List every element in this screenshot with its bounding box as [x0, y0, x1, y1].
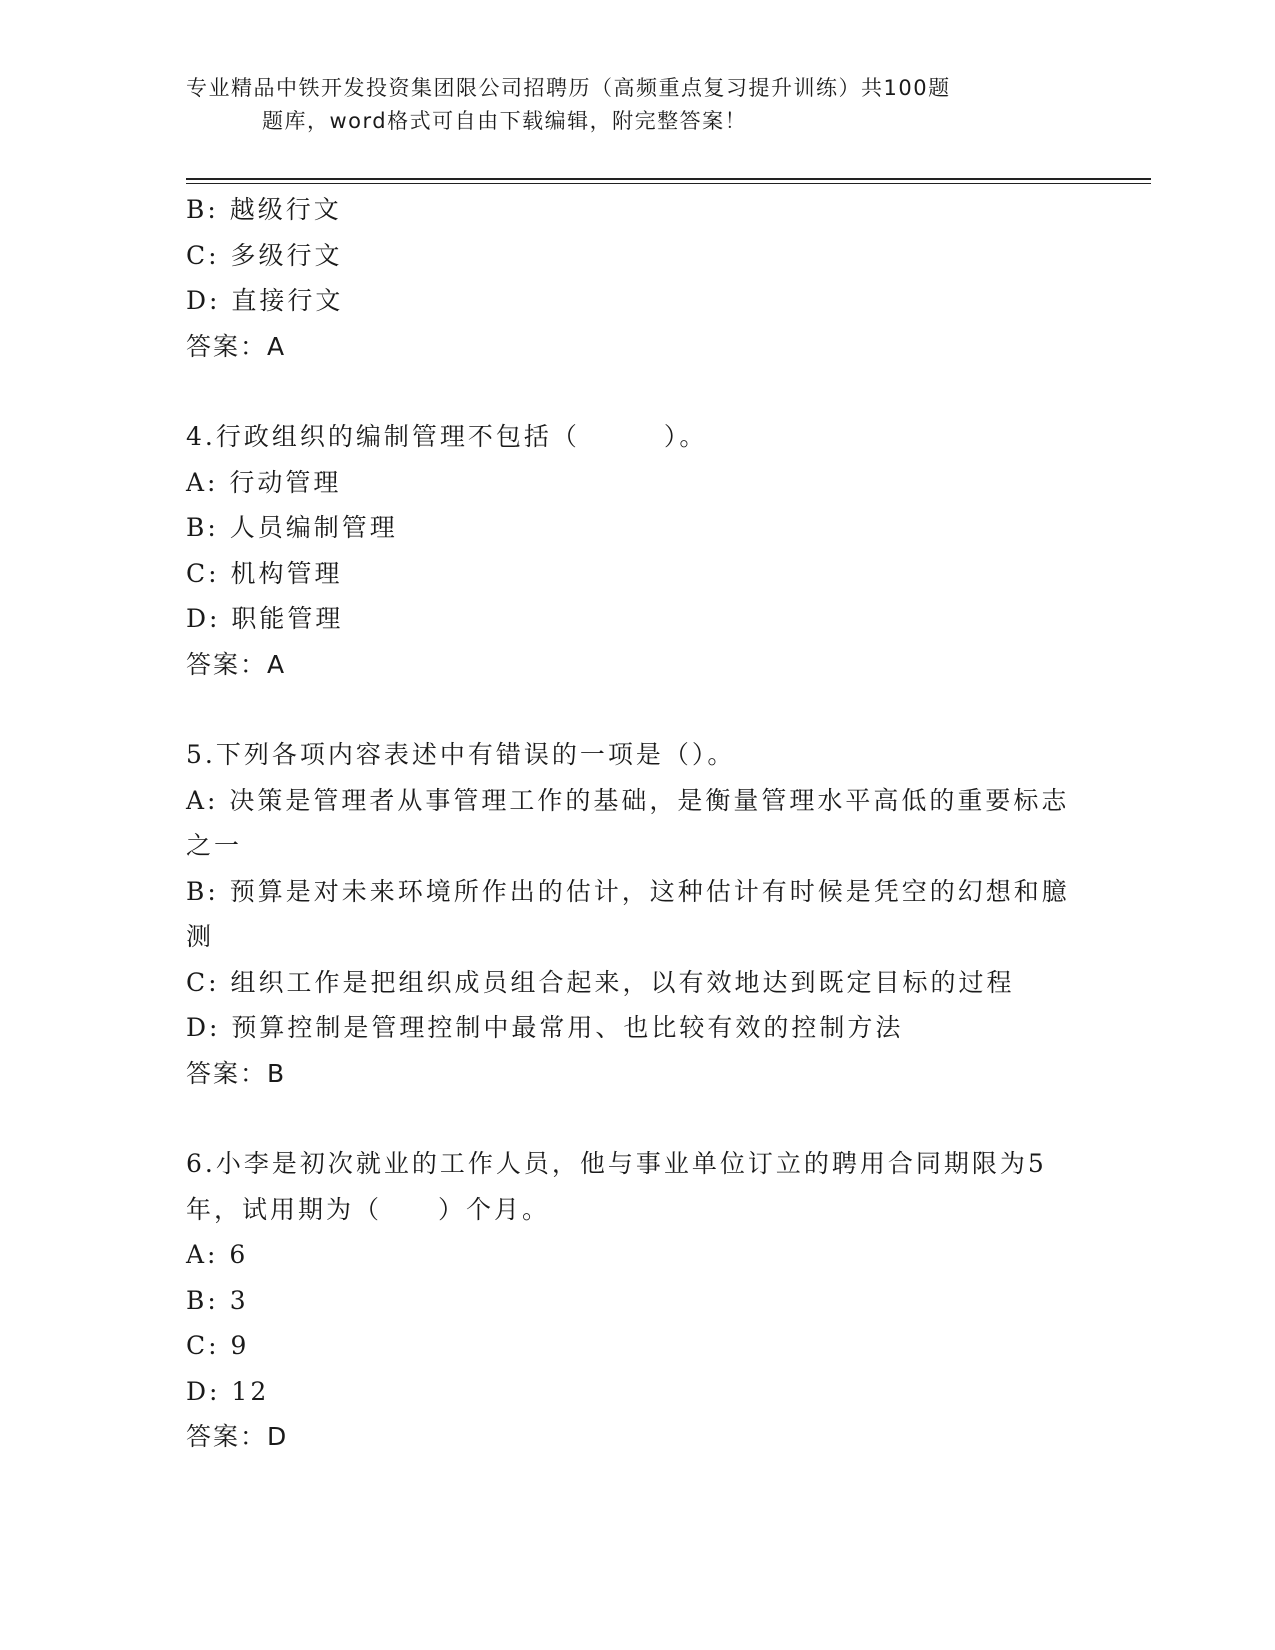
spacer — [186, 369, 1086, 414]
question-6 — [186, 1141, 1086, 1460]
header-title-line2: 题库，word格式可自由下载编辑，附完整答案！ — [262, 109, 748, 133]
option-a: A: 行动管理 — [186, 467, 342, 497]
question-stem: 5.下列各项内容表述中有错误的一项是（）。 — [186, 740, 736, 769]
question-4 — [186, 414, 1086, 687]
option-a: A: 决策是管理者从事管理工作的基础，是衡量管理水平高低的重要标志之一 — [186, 785, 1070, 860]
question-stem: 6.小李是初次就业的工作人员，他与事业单位订立的聘用合同期限为5年，试用期为（ ）个月。 — [186, 1149, 1047, 1224]
header-divider-thin — [186, 183, 1151, 184]
option-d: D: 直接行文 — [186, 286, 344, 315]
header-divider-thick — [186, 178, 1151, 180]
question-stem: 4.行政组织的编制管理不包括（ ）。 — [186, 422, 708, 451]
option-c: C: 组织工作是把组织成员组合起来，以有效地达到既定目标的过程 — [186, 967, 1015, 997]
option-a: A: 6 — [186, 1240, 249, 1269]
option-b: B: 3 — [186, 1285, 249, 1315]
option-c: C: 9 — [186, 1331, 250, 1360]
option-d: D: 职能管理 — [186, 604, 344, 633]
option-b: B: 预算是对未来环境所作出的估计，这种估计有时候是凭空的幻想和臆测 — [186, 876, 1070, 951]
question-3 — [186, 187, 1086, 369]
answer: 答案：D — [186, 1422, 289, 1451]
header-title-line1: 专业精品中铁开发投资集团限公司招聘历（高频重点复习提升训练）共100题 — [186, 76, 951, 100]
spacer — [186, 1096, 1086, 1141]
option-b: B: 越级行文 — [186, 195, 342, 224]
page-header — [186, 72, 1046, 138]
question-5 — [186, 732, 1086, 1096]
option-c: C: 多级行文 — [186, 240, 343, 270]
option-d: D: 预算控制是管理控制中最常用、也比较有效的控制方法 — [186, 1013, 904, 1042]
document-body — [186, 187, 1086, 1460]
spacer — [186, 687, 1086, 732]
option-c: C: 机构管理 — [186, 558, 343, 588]
answer: 答案：B — [186, 1058, 287, 1088]
answer: 答案：A — [186, 331, 287, 361]
option-b: B: 人员编制管理 — [186, 513, 398, 542]
answer: 答案：A — [186, 649, 287, 679]
option-d: D: 12 — [186, 1376, 270, 1406]
